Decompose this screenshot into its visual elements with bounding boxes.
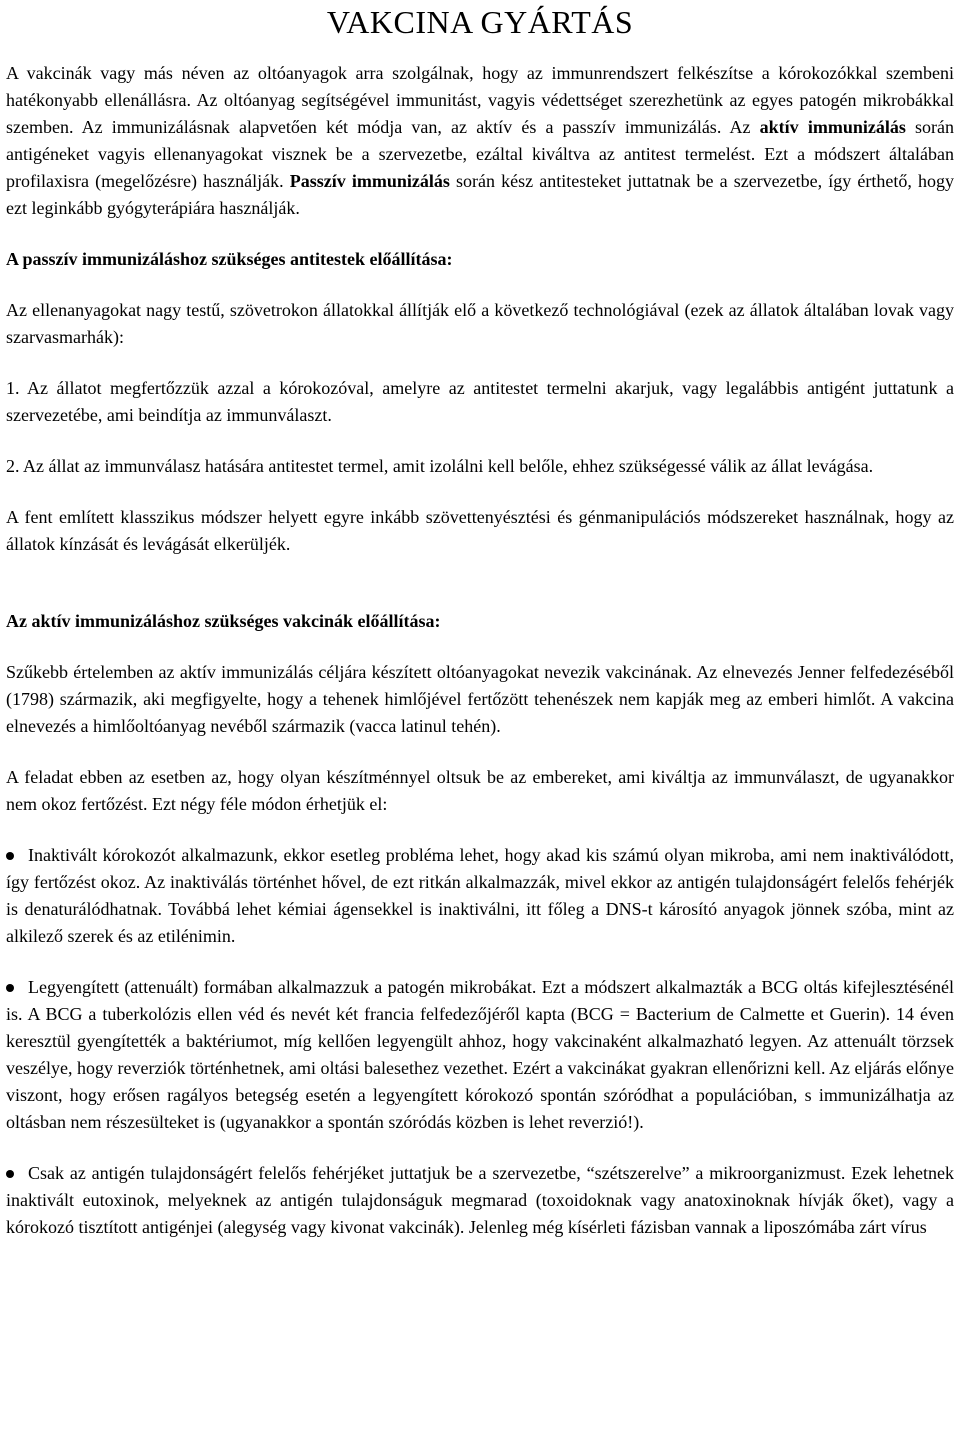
document-title: VAKCINA GYÁRTÁS xyxy=(326,4,634,40)
active-paragraph-2: A feladat ebben az esetben az, hogy olyan készítménnyel oltsuk be az embereket, ami kiváltja az immunválaszt, de ugyanakkor nem okoz fertőzést. Ezt négy féle módon érhetjük el: xyxy=(6,767,954,814)
passive-step-2: 2. Az állat az immunválasz hatására antitestet termel, amit izolálni kell belőle, ehhez szükségessé válik az állat levágása. xyxy=(6,456,874,476)
method-list xyxy=(6,842,954,1241)
intro-paragraph xyxy=(6,60,954,222)
intro-text-2: során antigéneket vagyis ellenanyagokat visznek be a szervezetbe, ezáltal kiváltva az antitest termelést. Ezt a módszert általában profilaxisra (megelőzésre) használják. xyxy=(6,117,955,191)
passive-paragraph-2: A fent említett klasszikus módszer helyett egyre inkább szövettenyésztési és génmanipulációs módszereket használnak, hogy az állatok kínzását és levágását elkerüljék. xyxy=(6,507,954,554)
list-item xyxy=(6,1160,954,1241)
bullet-icon xyxy=(6,984,14,992)
list-item-text: Legyengített (attenuált) formában alkalmazzuk a patogén mikrobákat. Ezt a módszert alkalmazták a BCG oltás kifejlesztésénél is. A BCG a tuberkolózis ellen véd és nevét két francia felfedezőjéről kapta (BCG = Bacterium de Calmette et Guerin). 14 éven keresztül gyengítették a baktériumot, míg kellően legyengült ahhoz, hogy vakcinaként alkalmazható legyen. Az attenuált törzsek veszélye, hogy reverziók történhetnek, ami oltási balesethez vezethet. Ezért a vakcinákat gyakran ellenőrizni kell. Az eljárás előnye viszont, hogy erősen ragályos betegség esetén a legyengített kórokozó spontán szóródhat a populációban, s immunizálhatja az oltásban nem részesülteket is (ugyanakkor a spontán szóródás közben is lehet reverzió!). xyxy=(6,977,954,1132)
active-heading: Az aktív immunizáláshoz szükséges vakcinák előállítása: xyxy=(6,611,441,631)
list-item-text: Inaktivált kórokozót alkalmazunk, ekkor esetleg probléma lehet, hogy akad kis számú olyan mikroba, ami nem inaktiválódott, így fertőzést okoz. Az inaktiválás történhet hővel, de ezt ritkán alkalmazzák, mivel ekkor az antigén tulajdonságért felelős fehérjék is denaturálódhatnak. Továbbá lehet kémiai ágensekkel is inaktiválni, itt főleg a DNS-t károsító anyagok jönnek szóba, mint az alkilező szerek és az etilénimin. xyxy=(6,845,954,946)
intro-text-3: során kész antitesteket juttatnak be a szervezetbe, így érthető, hogy ezt leginkább gyógyterápiára használják. xyxy=(6,171,955,218)
passive-step-1: 1. Az állatot megfertőzzük azzal a kórokozóval, amelyre az antitestet termelni akarjuk, vagy legalábbis antigént juttatunk a szervezetébe, ami beindítja az immunválaszt. xyxy=(6,378,954,425)
list-item-text: Csak az antigén tulajdonságért felelős fehérjéket juttatjuk be a szervezetbe, “szétszerelve” a mikroorganizmust. Ezek lehetnek inaktivált eutoxinok, melyeknek az antigén tulajdonságuk megmarad (toxoidoknak vagy anatoxinoknak hívják őket), vagy a kórokozó tisztított antigénjei (alegység vagy kivonat vakcinák). Jelenleg még kísérleti fázisban vannak a liposzómába zárt vírus xyxy=(6,1163,954,1237)
bullet-icon xyxy=(6,852,14,860)
intro-bold-passive: Passzív immunizálás xyxy=(289,171,450,191)
intro-text-1: A vakcinák vagy más néven az oltóanyagok arra szolgálnak, hogy az immunrendszert felkészítse a kórokozókkal szembeni hatékonyabb ellenállásra. Az oltóanyag segítségével immunitást, vagyis védettséget szerezhetünk az egyes patogén mikrobákkal szemben. Az immunizálásnak alapvetően két módja van, az aktív és a passzív immunizálás. Az xyxy=(6,63,954,137)
list-item xyxy=(6,974,954,1136)
intro-bold-active: aktív immunizálás xyxy=(759,117,906,137)
passive-paragraph-1: Az ellenanyagokat nagy testű, szövetrokon állatokkal állítják elő a következő technológiával (ezek az állatok általában lovak vagy szarvasmarhák): xyxy=(6,300,954,347)
list-item xyxy=(6,842,954,950)
bullet-icon xyxy=(6,1170,14,1178)
passive-heading: A passzív immunizáláshoz szükséges antitestek előállítása: xyxy=(6,249,453,269)
active-paragraph-1: Szűkebb értelemben az aktív immunizálás céljára készített oltóanyagokat nevezik vakcinának. Az elnevezés Jenner felfedezéséből (1798) származik, aki megfigyelte, hogy a tehenek himlőjével fertőzött tehenészek nem kapják meg az emberi himlőt. A vakcina elnevezés a himlőoltóanyag nevéből származik (vacca latinul tehén). xyxy=(6,662,954,736)
